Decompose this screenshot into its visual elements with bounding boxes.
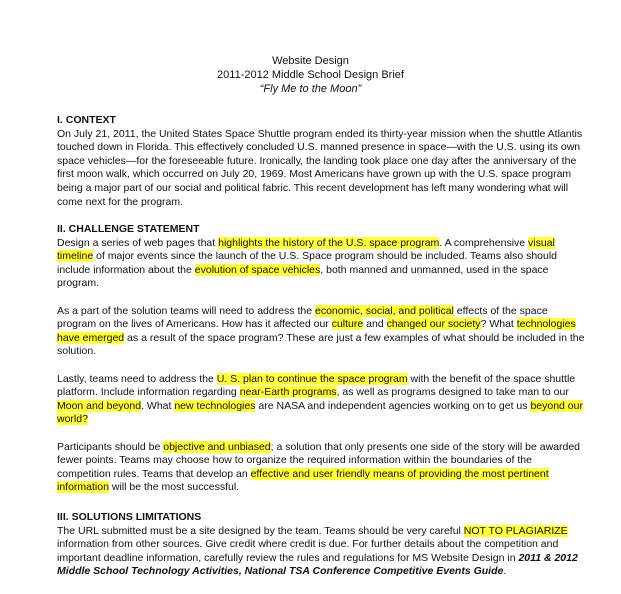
document-title: Website Design <box>272 55 349 67</box>
text-run: Participants should be <box>57 440 164 453</box>
challenge-paragraph-3 <box>57 373 587 427</box>
challenge-heading: II. CHALLENGE STATEMENT <box>57 223 200 235</box>
limitations-paragraph <box>57 525 587 579</box>
challenge-section <box>57 223 587 495</box>
text-run: with the benefit of the space shuttle platform. Include information regarding <box>57 372 576 399</box>
text-run: As a part of the solution teams will need to address the <box>57 304 315 317</box>
limitations-heading: III. SOLUTIONS LIMITATIONS <box>57 511 202 523</box>
highlighted-text: economic, social, and political <box>314 304 454 317</box>
highlighted-text: Moon and beyond <box>57 399 142 412</box>
text-run: , both manned and unmanned, used in the space program. <box>57 263 549 290</box>
challenge-paragraph-4 <box>57 441 587 495</box>
text-run: . <box>503 565 507 578</box>
text-run: information from other sources. Give credit where credit is due. For further details about the competition and important deadline information, carefully review the rules and regulations for MS Website Design in <box>57 538 559 564</box>
highlighted-text: changed our society <box>386 318 481 331</box>
highlighted-text: culture <box>331 318 364 331</box>
highlighted-text: visual timeline <box>57 236 555 263</box>
highlighted-text: beyond our world? <box>57 399 583 426</box>
highlighted-text: highlights the history of the U.S. space program <box>218 236 440 249</box>
guide-reference: 2011 & 2012 Middle School Technology Activities, National TSA Conference Competitive Events Guide <box>57 551 578 578</box>
context-paragraph: On July 21, 2011, the United States Space Shuttle program ended its thirty-year mission when the shuttle Atlantis touched down in Florida. This effectively concluded U.S. manned presence in space—with the U.S. using its own space vehicles—for the foreseeable future. Ironically, the landing took place one day after the anniversary of the first moon walk, which occurred on July 20, 1969. Most Americans have grown up with the U.S. space program being a major part of our social and political fabric. This recent development has left many wondering what will come next for the program. <box>57 127 583 208</box>
text-run: will be the most successful. <box>108 481 240 494</box>
text-run: Lastly, teams need to address the <box>57 372 217 385</box>
text-run: effects of the space program on the lives of Americans. How has it affected our <box>57 304 548 331</box>
text-run: The URL submitted must be a site designed by the team. Teams should be very careful <box>57 524 464 537</box>
text-run: and <box>363 318 387 331</box>
text-run: ? What <box>480 318 517 331</box>
text-run: . A comprehensive <box>439 236 529 249</box>
highlighted-text: new technologies <box>174 399 256 412</box>
context-section <box>57 114 587 209</box>
limitations-section <box>57 511 587 579</box>
document-theme: “Fly Me to the Moon” <box>259 83 362 95</box>
text-run: of major events since the launch of the U.S. Space program should be included. Teams also should include information about the <box>57 250 558 276</box>
text-run: ; a solution that only presents one side of the story will be awarded fewer points. Teams may choose how to organize the required information within the boundaries of the competition rules. Teams that develop an <box>57 440 581 480</box>
text-run: Design a series of web pages that <box>57 236 219 249</box>
highlighted-text: U. S. plan to continue the space program <box>216 372 408 385</box>
text-run: are NASA and independent agencies working on to get us <box>255 399 531 412</box>
highlighted-text: objective and unbiased <box>163 440 271 453</box>
challenge-paragraph-1 <box>57 237 587 291</box>
title-block <box>0 54 621 96</box>
context-heading: I. CONTEXT <box>57 114 116 126</box>
challenge-paragraph-2 <box>57 305 587 359</box>
highlighted-text: NOT TO PLAGIARIZE <box>463 524 568 537</box>
highlighted-text: evolution of space vehicles <box>194 263 321 276</box>
document-subtitle: 2011-2012 Middle School Design Brief <box>217 69 404 81</box>
highlighted-text: near-Earth programs <box>239 386 337 399</box>
text-run: as a result of the space program? These are just a few examples of what should be included in the solution. <box>57 331 585 358</box>
highlighted-text: technologies have emerged <box>57 318 576 344</box>
highlighted-text: effective and user friendly means of providing the most pertinent information <box>57 467 549 494</box>
text-run: , as well as programs designed to take man to our <box>336 386 569 399</box>
text-run: . What <box>141 399 175 412</box>
